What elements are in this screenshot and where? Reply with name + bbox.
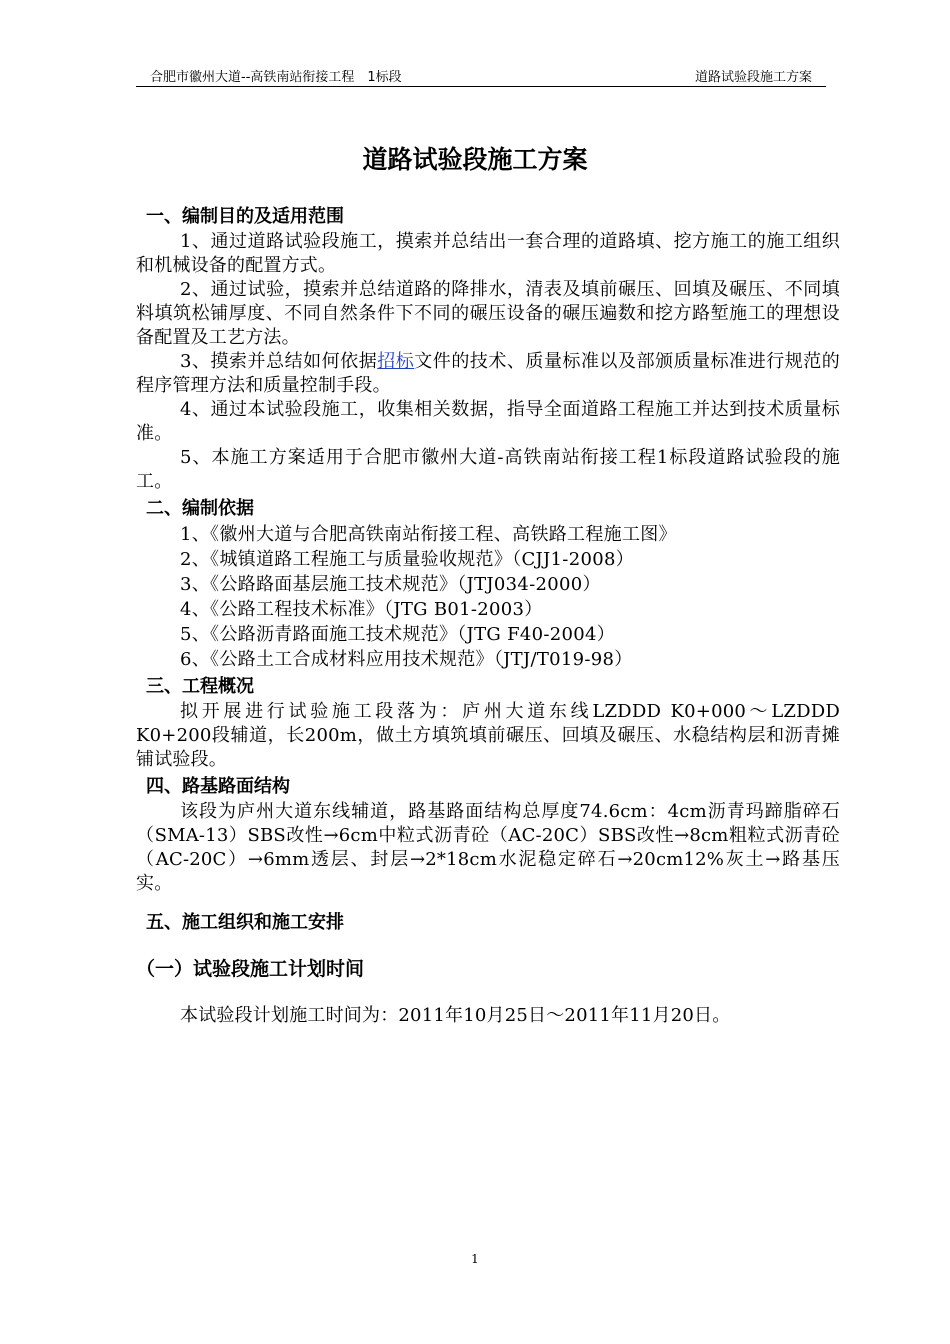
reference-item: 6、《公路土工合成材料应用技术规范》（JTJ/T019-98） — [180, 649, 633, 670]
reference-item: 1、《徽州大道与合肥高铁南站衔接工程、高铁路工程施工图》 — [180, 524, 677, 545]
section-1-paragraph-5: 5、本施工方案适用于合肥市徽州大道-高铁南站衔接工程1标段道路试验段的施工。 — [136, 447, 840, 492]
header-document-title: 道路试验段施工方案 — [694, 70, 812, 85]
section-4-paragraph-1: 该段为庐州大道东线辅道，路基路面结构总厚度74.6cm：4cm沥青玛蹄脂碎石（SMA-13）SBS改性→6cm中粒式沥青砼（AC-20C）SBS改性→8cm粗粒式沥青砼（AC-20C）→6mm透层、封层→2*18cm水泥稳定碎石→20cm12%灰土→路基压实。 — [136, 801, 840, 894]
reference-item: 3、《公路路面基层施工技术规范》（JTJ034-2000） — [180, 574, 601, 595]
paragraph-3-text-b: 文件的技术、质量标准以及部颁质量标准进行规范的程序管理方法和质量控制手段。 — [136, 351, 840, 396]
section-5-heading: 五、施工组织和施工安排 — [146, 912, 344, 933]
section-4-heading: 四、路基路面结构 — [146, 776, 290, 797]
document-title: 道路试验段施工方案 — [362, 145, 588, 174]
paragraph-3-text-a: 3、摸索并总结如何依据 — [180, 351, 378, 372]
section-1-paragraph-3 — [136, 350, 840, 398]
section-1-heading: 一、编制目的及适用范围 — [146, 206, 344, 227]
section-5-paragraph-1: 本试验段计划施工时间为：2011年10月25日～2011年11月20日。 — [180, 1005, 731, 1026]
section-2-heading: 二、编制依据 — [146, 498, 254, 519]
reference-item: 4、《公路工程技术标准》（JTG B01-2003） — [180, 599, 543, 620]
page-header — [136, 66, 826, 87]
document-body — [136, 204, 840, 1028]
tender-link[interactable]: 招标 — [377, 351, 415, 372]
section-3-heading: 三、工程概况 — [146, 676, 254, 697]
page-number: 1 — [471, 1252, 479, 1266]
section-3-paragraph-1: 拟开展进行试验施工段落为：庐州大道东线LZDDD K0+000～LZDDD K0+200段辅道，长200m，做土方填筑填前碾压、回填及碾压、水稳结构层和沥青摊铺试验段。 — [136, 701, 840, 770]
section-1-paragraph-4: 4、通过本试验段施工，收集相关数据，指导全面道路工程施工并达到技术质量标准。 — [136, 399, 840, 444]
subsection-5-1-heading: （一）试验段施工计划时间 — [136, 958, 365, 980]
header-project-name: 合肥市徽州大道--高铁南站衔接工程 1标段 — [150, 70, 402, 85]
section-1-paragraph-2: 2、通过试验，摸索并总结道路的降排水，清表及填前碾压、回填及碾压、不同填料填筑松铺厚度、不同自然条件下不同的碾压设备的碾压遍数和挖方路堑施工的理想设备配置及工艺方法。 — [136, 279, 840, 348]
section-1-paragraph-1: 1、通过道路试验段施工，摸索并总结出一套合理的道路填、挖方施工的施工组织和机械设备的配置方式。 — [136, 231, 840, 276]
reference-item: 5、《公路沥青路面施工技术规范》（JTG F40-2004） — [180, 624, 616, 645]
reference-item: 2、《城镇道路工程施工与质量验收规范》（CJJ1-2008） — [180, 549, 634, 570]
